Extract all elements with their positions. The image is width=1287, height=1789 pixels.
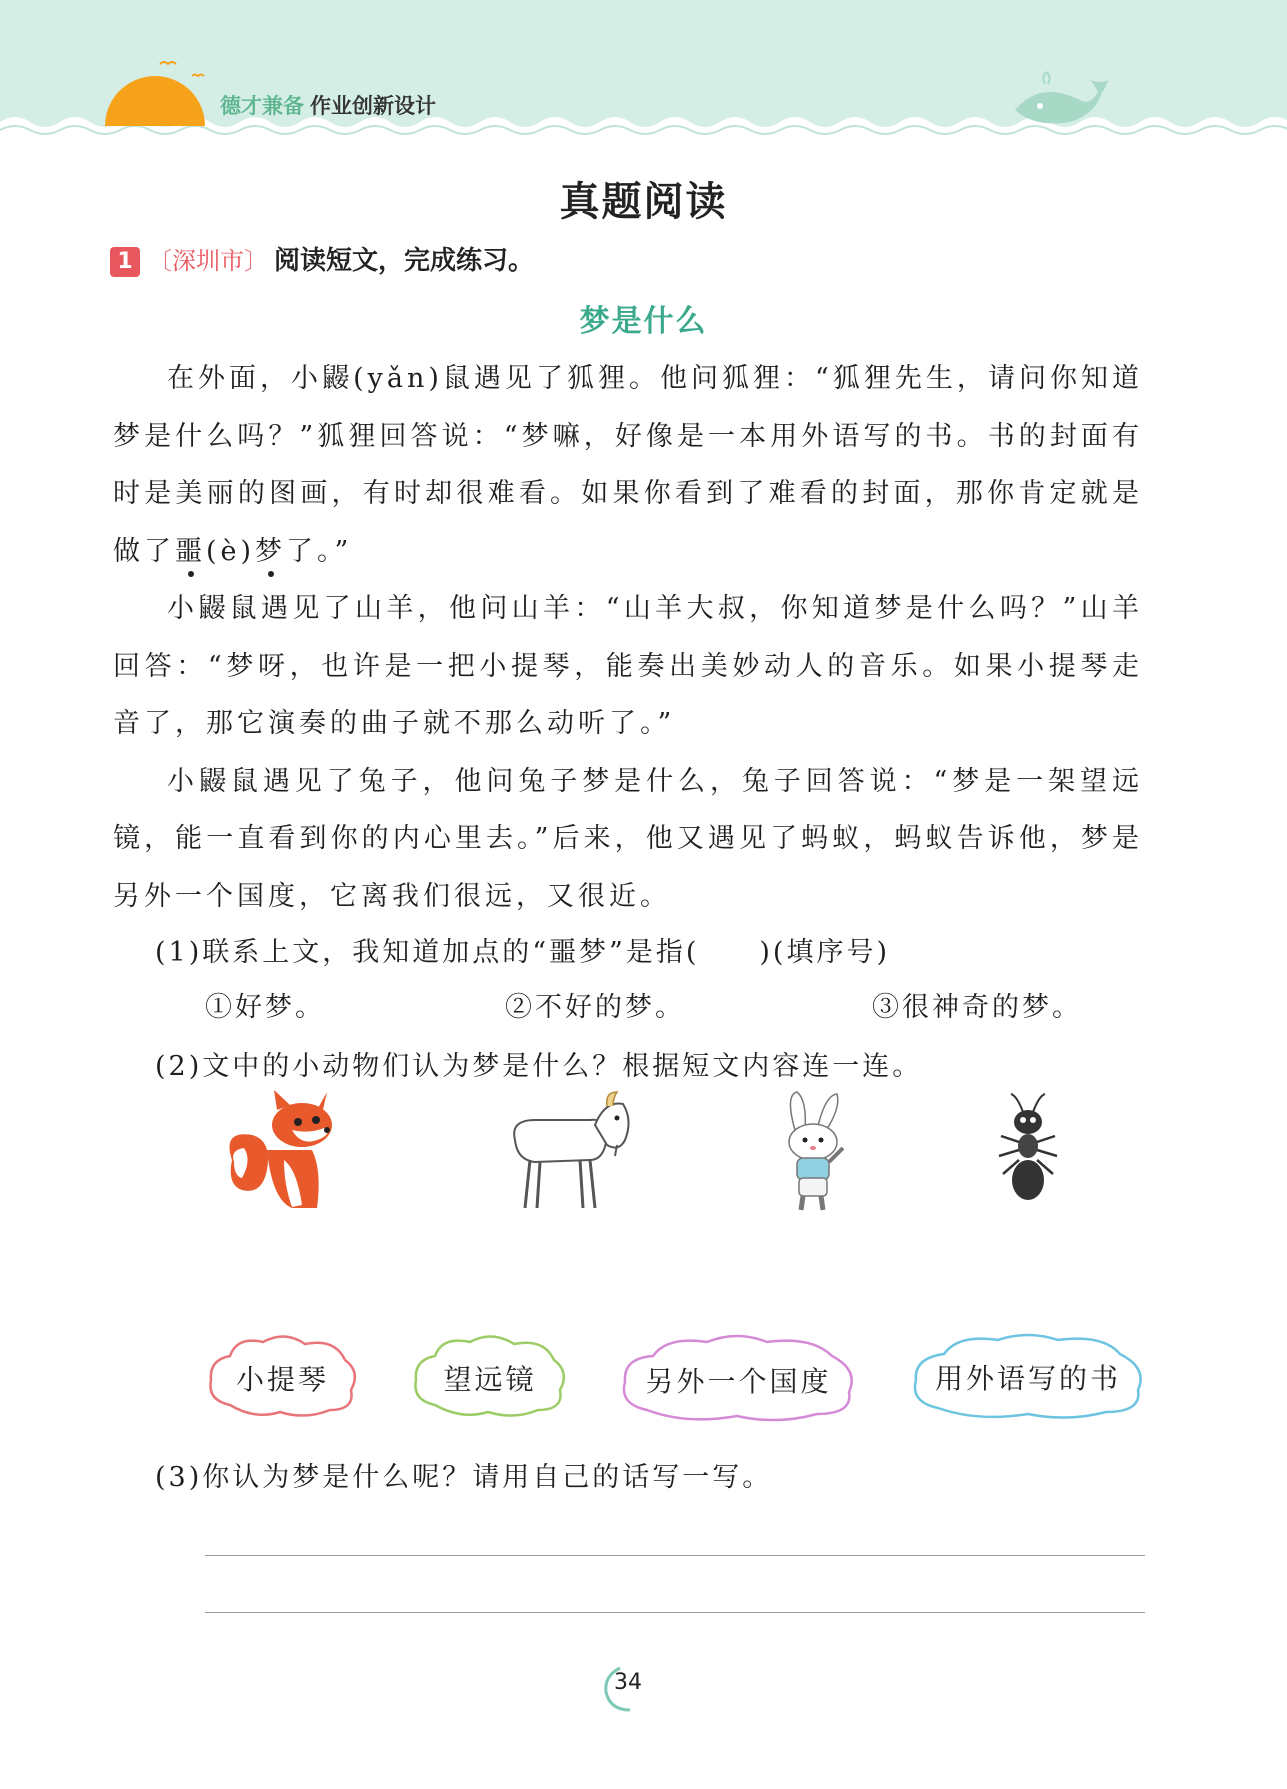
answer-line[interactable] [205, 1555, 1145, 1556]
story-text-segment: 在外面，小鼹(yǎn)鼠遇见了狐狸。他问狐狸：“狐狸先生，请问你知道梦是什么吗？”狐狸回答说：“梦嘛，好像是一本用外语写的书。书的封面有时是美丽的图画，有时却很难看。如果你看到了难看的封面，那你肯定就是做了 [113, 363, 1143, 567]
story-paragraph: 小鼹鼠遇见了兔子，他问兔子梦是什么，兔子回答说：“梦是一架望远镜，能一直看到你的内心里去。”后来，他又遇见了蚂蚁，蚂蚁告诉他，梦是另外一个国度，它离我们很远，又很近。 [113, 765, 1143, 912]
story-text-segment: 了。” [286, 535, 353, 567]
cloud-option-another-country[interactable] [617, 1330, 860, 1425]
fox-icon[interactable] [222, 1090, 352, 1215]
question-number-badge: 1 [110, 247, 140, 277]
dotted-char: 噩 [175, 535, 206, 567]
story-paragraph: 小鼹鼠遇见了山羊，他问山羊：“山羊大叔，你知道梦是什么吗？”山羊回答：“梦呀，也许是一把小提琴，能奏出美妙动人的音乐。如果小提琴走音了，那它演奏的曲子就不那么动听了。” [113, 593, 1143, 739]
ant-icon[interactable] [993, 1090, 1063, 1215]
question-source: 〔深圳市〕 [148, 247, 268, 275]
cloud-label: 另外一个国度 [645, 1365, 832, 1398]
option-1[interactable]: ①好梦。 [205, 992, 325, 1023]
sub-question-2: (2)文中的小动物们认为梦是什么？根据短文内容连一连。 [155, 1051, 923, 1082]
rabbit-icon[interactable] [775, 1090, 855, 1215]
story-title: 梦是什么 [579, 304, 708, 339]
option-2[interactable]: ②不好的梦。 [505, 992, 685, 1023]
sub-question-1: (1)联系上文，我知道加点的“噩梦”是指( )(填序号) [155, 937, 890, 968]
whale-icon [1010, 70, 1120, 130]
cloud-option-foreign-book[interactable] [908, 1330, 1148, 1422]
page-title: 真题阅读 [559, 179, 728, 225]
cloud-label: 小提琴 [235, 1363, 329, 1396]
brand-title [220, 90, 436, 120]
sub-question-3: (3)你认为梦是什么呢？请用自己的话写一写。 [155, 1462, 773, 1493]
page-number: 34 [614, 1670, 642, 1695]
dotted-char: 梦 [255, 535, 287, 567]
pinyin-annotation: (è) [206, 535, 256, 567]
option-3[interactable]: ③很神奇的梦。 [872, 992, 1082, 1023]
goat-icon[interactable] [495, 1090, 635, 1215]
story-text [113, 350, 1143, 925]
question-instruction: 阅读短文，完成练习。 [274, 246, 535, 276]
page-header [0, 0, 1287, 150]
answer-line[interactable] [205, 1612, 1145, 1613]
cloud-label: 用外语写的书 [934, 1362, 1121, 1395]
brand-subtitle: 作业创新设计 [310, 94, 436, 118]
story-paragraph [113, 350, 1143, 580]
sun-icon [100, 58, 210, 128]
question-header [110, 240, 534, 277]
cloud-label: 望远镜 [443, 1363, 537, 1396]
cloud-option-telescope[interactable] [410, 1330, 570, 1420]
brand-series: 德才兼备 [220, 94, 304, 118]
cloud-option-violin[interactable] [205, 1330, 360, 1420]
